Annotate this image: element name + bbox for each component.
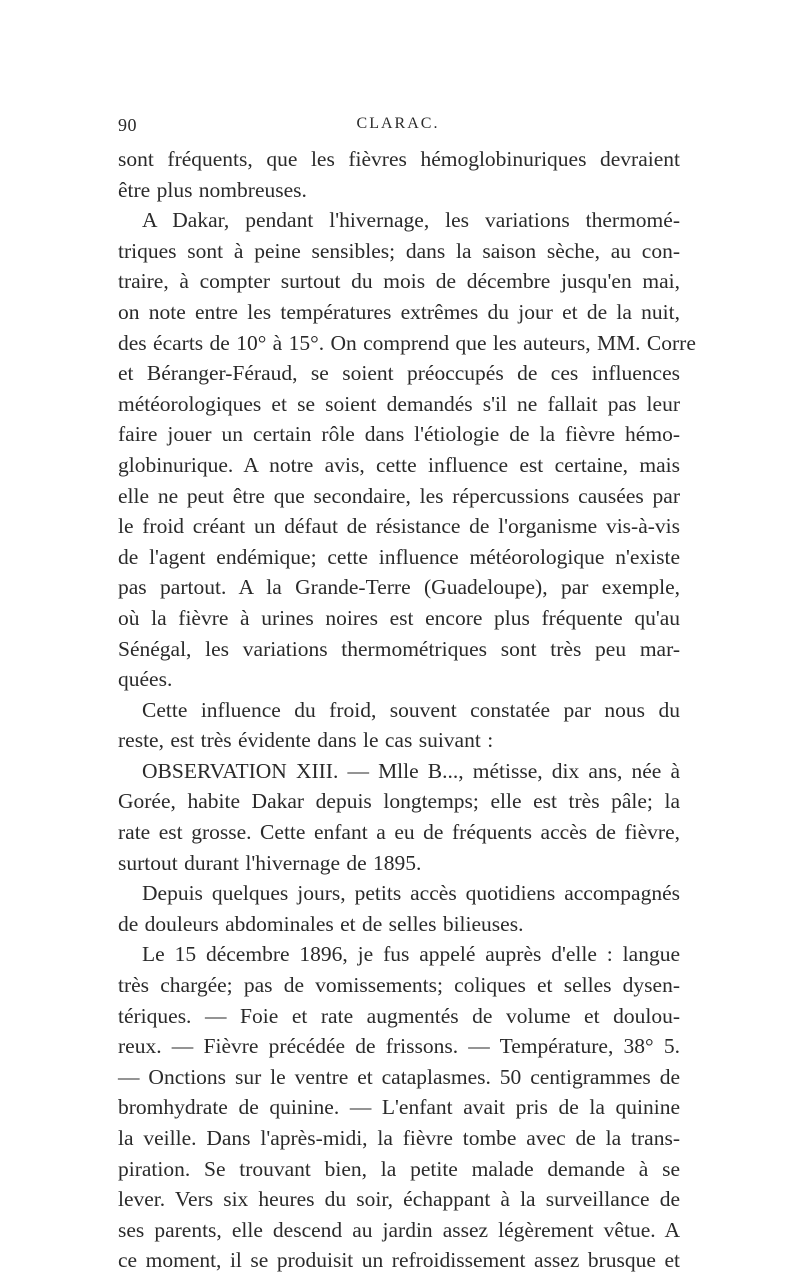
text-line: faire jouer un certain rôle dans l'étiologie de la fièvre hémo-: [118, 422, 680, 447]
page-number: 90: [118, 115, 137, 135]
text-line: — Onctions sur le ventre et cataplasmes. 50 centigrammes de: [118, 1064, 680, 1089]
text-line: ses parents, elle descend au jardin assez légèrement vêtue. A: [118, 1217, 680, 1242]
text-line: Le 15 décembre 1896, je fus appelé auprès d'elle : langue: [142, 942, 680, 967]
text-line: quées.: [118, 667, 173, 692]
text-line: très chargée; pas de vomissements; coliques et selles dysen-: [118, 973, 680, 998]
text-line: de l'agent endémique; cette influence météorologique n'existe: [118, 544, 680, 569]
text-line: reste, est très évidente dans le cas suivant :: [118, 728, 494, 753]
text-line: et Béranger-Féraud, se soient préoccupés de ces influences: [118, 361, 680, 386]
text-line: reux. — Fièvre précédée de frissons. — Température, 38° 5.: [118, 1034, 680, 1059]
text-line: tériques. — Foie et rate augmentés de volume et doulou-: [118, 1003, 680, 1028]
text-line: pas partout. A la Grande-Terre (Guadeloupe), par exemple,: [118, 575, 680, 600]
text-line: A Dakar, pendant l'hivernage, les variations thermomé-: [142, 208, 680, 233]
text-line: surtout durant l'hivernage de 1895.: [118, 850, 422, 875]
text-line: des écarts de 10° à 15°. On comprend que les auteurs, MM. Corre: [118, 330, 696, 355]
text-line: la veille. Dans l'après-midi, la fièvre tombe avec de la trans-: [118, 1126, 680, 1150]
text-line: de douleurs abdominales et de selles bilieuses.: [118, 911, 524, 936]
running-title: CLARAC.: [356, 115, 440, 132]
text-line: traire, à compter surtout du mois de décembre jusqu'en mai,: [118, 269, 680, 294]
text-line: piration. Se trouvant bien, la petite malade demande à se: [118, 1156, 680, 1181]
text-line: météorologiques et se soient demandés s'il ne fallait pas leur: [118, 391, 680, 416]
text-line: sont fréquents, que les fièvres hémoglobinuriques devraient: [118, 147, 680, 171]
body-text: [118, 144, 696, 1276]
text-line: Depuis quelques jours, petits accès quotidiens accompagnés: [142, 881, 680, 906]
text-line: rate est grosse. Cette enfant a eu de fréquents accès de fièvre,: [118, 820, 680, 845]
text-line: Sénégal, les variations thermométriques sont très peu mar-: [118, 636, 680, 661]
text-line: elle ne peut être que secondaire, les répercussions causées par: [118, 483, 680, 508]
text-line: globinurique. A notre avis, cette influence est certaine, mais: [118, 452, 680, 477]
page-header: [118, 115, 678, 143]
text-line: triques sont à peine sensibles; dans la saison sèche, au con-: [118, 238, 680, 263]
text-line: où la fièvre à urines noires est encore plus fréquente qu'au: [118, 605, 680, 630]
text-line: Gorée, habite Dakar depuis longtemps; elle est très pâle; la: [118, 789, 680, 814]
text-line: bromhydrate de quinine. — L'enfant avait pris de la quinine: [118, 1095, 680, 1120]
text-line: Cette influence du froid, souvent constatée par nous du: [142, 697, 680, 722]
text-line: ce moment, il se produisit un refroidissement assez brusque et: [118, 1248, 680, 1273]
text-line: on note entre les températures extrêmes du jour et de la nuit,: [118, 299, 680, 324]
text-line: lever. Vers six heures du soir, échappant à la surveillance de: [118, 1187, 680, 1212]
text-line: OBSERVATION XIII. — Mlle B..., métisse, dix ans, née à: [142, 758, 680, 783]
text-line: être plus nombreuses.: [118, 177, 307, 202]
text-line: le froid créant un défaut de résistance de l'organisme vis-à-vis: [118, 514, 680, 539]
